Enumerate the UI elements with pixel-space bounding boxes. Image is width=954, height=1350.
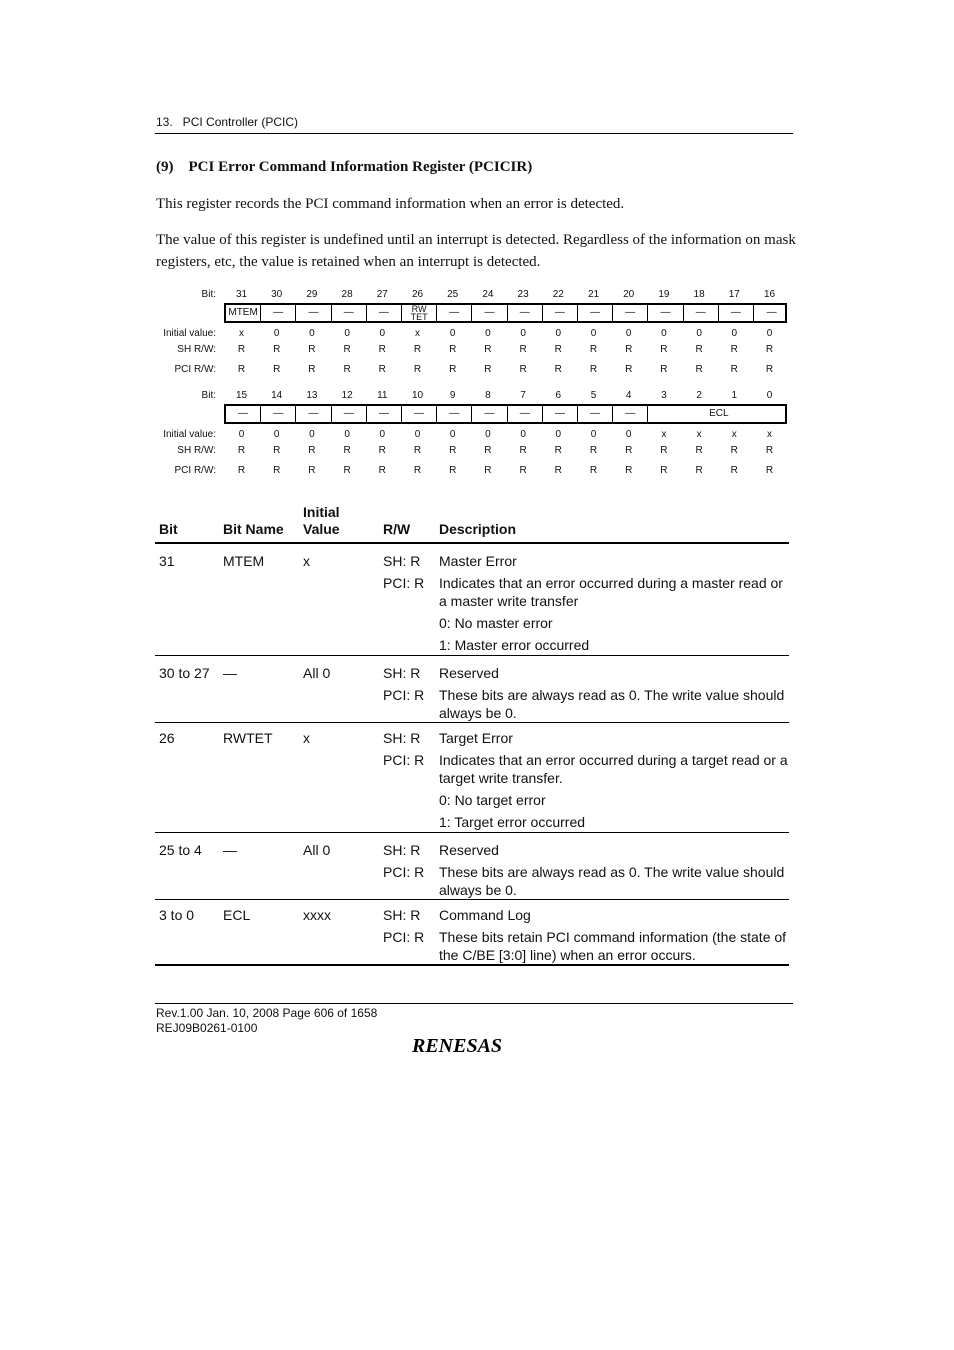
upper-sh-rw: R xyxy=(660,344,668,355)
upper-bit-number: 17 xyxy=(728,289,740,300)
table-cell-description: Reserved xyxy=(439,842,499,858)
register-lower-half xyxy=(155,388,795,483)
lower-pci-rw: R xyxy=(519,465,527,476)
upper-bit-number: 20 xyxy=(623,289,635,300)
lower-initial-value: x xyxy=(731,429,737,440)
table-cell-rw: PCI: R xyxy=(383,864,425,880)
lower-sh-rw: R xyxy=(484,445,492,456)
upper-initial-value: 0 xyxy=(555,328,562,339)
lower-pci-rw: R xyxy=(589,465,598,476)
lower-sh-rw: R xyxy=(378,445,386,456)
upper-initial-value-label: Initial value: xyxy=(163,328,216,339)
upper-field: — xyxy=(437,305,472,321)
lower-field: — xyxy=(332,406,367,422)
table-cell-bit: 3 to 0 xyxy=(159,907,195,923)
table-cell-description: Command Log xyxy=(439,907,531,923)
footer-revision: Rev.1.00 Jan. 10, 2008 Page 606 of 1658 xyxy=(156,1006,378,1020)
lower-initial-value: 0 xyxy=(449,429,456,440)
lower-bit-number: 6 xyxy=(555,390,562,401)
upper-field: — xyxy=(332,305,367,321)
lower-bit-number: 11 xyxy=(377,390,388,401)
running-header: 13. PCI Controller (PCIC) xyxy=(156,115,299,129)
col-header-bit-name: Bit Name xyxy=(223,521,284,537)
upper-bit-number: 19 xyxy=(658,289,670,300)
table-cell-bit: 30 to 27 xyxy=(159,665,210,681)
lower-initial-value: 0 xyxy=(520,429,526,440)
table-cell-bit: 31 xyxy=(159,553,175,569)
upper-field-row xyxy=(224,303,787,323)
lower-field: — xyxy=(226,406,261,422)
upper-sh-rw: R xyxy=(484,344,492,355)
table-cell-description: 1: Target error occurred xyxy=(439,814,586,830)
paragraph-2: The value of this register is undefined until an interrupt is detected. Regardless of the information on mask registers, etc, the value is retained when an interrupt is detected. xyxy=(156,232,796,270)
upper-initial-value: 0 xyxy=(520,328,526,339)
table-cell-rw: PCI: R xyxy=(383,752,425,768)
lower-bit-number: 10 xyxy=(411,390,424,401)
lower-bit-number: 7 xyxy=(520,390,526,401)
table-cell-rw: SH: R xyxy=(383,842,421,858)
upper-pci-rw: R xyxy=(484,364,492,375)
upper-field: — xyxy=(543,305,578,321)
lower-sh-rw: R xyxy=(554,445,562,456)
lower-pci-rw: R xyxy=(449,465,457,476)
table-cell-description: 0: No target error xyxy=(439,792,546,808)
lower-sh-rw: R xyxy=(308,445,316,456)
upper-field: — xyxy=(648,305,683,321)
upper-pci-rw: R xyxy=(765,364,774,375)
table-cell-initial: xxxx xyxy=(303,907,331,923)
renesas-logo-text: RENESAS xyxy=(412,1035,503,1056)
lower-initial-value: 0 xyxy=(555,429,562,440)
upper-initial-value: x xyxy=(239,328,244,339)
table-cell-bit-name: RWTET xyxy=(223,730,273,746)
upper-initial-value: 0 xyxy=(449,328,456,339)
lower-field: ECL xyxy=(709,408,729,419)
lower-pci-rw: R xyxy=(378,465,386,476)
lower-initial-value: 0 xyxy=(485,429,491,440)
lower-field: — xyxy=(261,406,296,422)
table-cell-description: Master Error xyxy=(439,553,517,569)
lower-sh-rw: R xyxy=(343,445,351,456)
upper-sh-rw: R xyxy=(554,344,562,355)
upper-initial-value: 0 xyxy=(344,328,350,339)
table-row-rule xyxy=(155,655,789,656)
bit-description-table xyxy=(155,500,789,965)
table-cell-bit: 26 xyxy=(159,730,175,746)
lower-field: — xyxy=(543,406,578,422)
lower-bit-number: 13 xyxy=(306,390,318,401)
table-cell-description: Indicates that an error occurred during a master read or a master write transfer xyxy=(439,575,783,609)
upper-pci-rw: R xyxy=(449,364,457,375)
upper-bit-number: 27 xyxy=(376,289,388,300)
table-cell-description: 0: No master error xyxy=(439,615,553,631)
upper-sh-rw: R xyxy=(589,344,598,355)
upper-initial-value: 0 xyxy=(625,328,632,339)
lower-sh-rw: R xyxy=(660,445,668,456)
upper-pci-rw: R xyxy=(625,364,633,375)
lower-sh-rw: R xyxy=(625,445,633,456)
lower-initial-value: x xyxy=(696,429,702,440)
lower-initial-value: 0 xyxy=(273,429,280,440)
upper-pci-rw: R xyxy=(695,364,703,375)
upper-initial-value: 0 xyxy=(379,328,386,339)
table-cell-initial: All 0 xyxy=(303,665,331,681)
lower-pci-rw: R xyxy=(273,465,281,476)
upper-bit-number: 22 xyxy=(552,289,564,300)
table-row-rule xyxy=(155,964,789,966)
upper-pci-rw: R xyxy=(519,364,527,375)
lower-pci-rw: R xyxy=(308,465,316,476)
upper-bit-number: 21 xyxy=(587,289,600,300)
upper-field-name: RW TET xyxy=(410,304,428,322)
lower-bit-number: 9 xyxy=(449,390,456,401)
lower-field: — xyxy=(367,406,402,422)
upper-initial-value: 0 xyxy=(485,328,491,339)
lower-pci-rw: R xyxy=(484,465,492,476)
upper-field: — xyxy=(613,305,648,321)
lower-sh-rw: R xyxy=(519,445,527,456)
lower-field: — xyxy=(613,406,648,422)
table-cell-bit-name: — xyxy=(223,665,237,681)
table-cell-rw: PCI: R xyxy=(383,687,425,703)
lower-bit-number: 12 xyxy=(341,390,353,401)
upper-sh-rw: R xyxy=(308,344,316,355)
lower-pci-rw: R xyxy=(730,465,738,476)
upper-initial-value: 0 xyxy=(273,328,280,339)
upper-pci-rw: R xyxy=(237,364,246,375)
section-number: (9) xyxy=(156,159,174,175)
table-cell-rw: PCI: R xyxy=(383,575,425,591)
upper-pci-rw: R xyxy=(273,364,281,375)
lower-field: — xyxy=(402,406,437,422)
col-header-bit: Bit xyxy=(159,521,178,537)
renesas-logo xyxy=(410,1034,534,1056)
upper-initial-value: x xyxy=(415,328,420,339)
upper-bit-number: 26 xyxy=(411,289,424,300)
lower-initial-value-label: Initial value: xyxy=(163,429,216,440)
lower-initial-value: 0 xyxy=(625,429,632,440)
upper-bit-number: 29 xyxy=(306,289,318,300)
table-cell-initial: x xyxy=(303,553,310,569)
lower-pci-rw: R xyxy=(237,465,246,476)
table-cell-bit-name: MTEM xyxy=(223,553,265,569)
table-cell-bit-name: ECL xyxy=(223,907,251,923)
lower-field: — xyxy=(437,406,472,422)
upper-field: — xyxy=(508,305,543,321)
lower-bit-number: 3 xyxy=(661,390,667,401)
table-cell-initial: All 0 xyxy=(303,842,331,858)
upper-field xyxy=(402,305,437,321)
lower-field: — xyxy=(296,406,331,422)
section-title-text: PCI Error Command Information Register (PCICIR) xyxy=(188,159,533,175)
upper-pci-rw: R xyxy=(554,364,562,375)
lower-field: — xyxy=(508,406,543,422)
lower-field-row xyxy=(224,404,787,424)
lower-initial-value: 0 xyxy=(414,429,421,440)
lower-initial-value: 0 xyxy=(344,429,350,440)
upper-initial-value: 0 xyxy=(696,328,702,339)
col-header-rw: R/W xyxy=(383,521,411,537)
upper-pci-rw: R xyxy=(308,364,316,375)
lower-bit-number: 0 xyxy=(766,390,773,401)
table-row-rule xyxy=(155,722,789,723)
lower-pci-rw: R xyxy=(625,465,633,476)
header-rule xyxy=(155,133,793,134)
upper-bit-number: 23 xyxy=(517,289,529,300)
upper-sh-rw: R xyxy=(695,344,703,355)
table-cell-description: These bits retain PCI command information (the state of the C/BE [3:0] line) when an error occurs. xyxy=(439,929,787,963)
table-cell-description: Reserved xyxy=(439,665,499,681)
lower-bit-number: 15 xyxy=(235,390,248,401)
lower-pci-rw-label: PCI R/W: xyxy=(174,465,216,476)
table-cell-initial: x xyxy=(303,730,310,746)
upper-sh-rw: R xyxy=(378,344,386,355)
upper-bit-number: 31 xyxy=(235,289,248,300)
lower-initial-value: x xyxy=(661,429,667,440)
lower-sh-rw: R xyxy=(765,445,774,456)
paragraph-1: This register records the PCI command information when an error is detected. xyxy=(156,196,625,212)
upper-bit-number: 25 xyxy=(447,289,459,300)
upper-sh-rw: R xyxy=(519,344,527,355)
upper-sh-rw: R xyxy=(343,344,351,355)
lower-initial-value: 0 xyxy=(309,429,315,440)
upper-field: MTEM xyxy=(226,305,261,321)
upper-sh-rw: R xyxy=(273,344,281,355)
upper-bit-number-label: Bit: xyxy=(201,289,216,300)
upper-sh-rw: R xyxy=(625,344,633,355)
upper-bit-number: 16 xyxy=(763,289,776,300)
col-header-description: Description xyxy=(439,521,517,537)
upper-initial-value: 0 xyxy=(590,328,597,339)
table-cell-rw: SH: R xyxy=(383,907,421,923)
lower-sh-rw: R xyxy=(273,445,281,456)
upper-pci-rw: R xyxy=(730,364,738,375)
lower-initial-value: x xyxy=(767,429,772,440)
section-title xyxy=(156,159,532,176)
table-cell-rw: PCI: R xyxy=(383,929,425,945)
lower-sh-rw: R xyxy=(237,445,246,456)
footer-rule xyxy=(155,1003,793,1004)
upper-bit-number: 18 xyxy=(693,289,705,300)
upper-field: — xyxy=(578,305,613,321)
upper-bit-number: 30 xyxy=(271,289,283,300)
upper-pci-rw: R xyxy=(589,364,598,375)
upper-field: — xyxy=(719,305,754,321)
lower-initial-value: 0 xyxy=(590,429,597,440)
upper-field: — xyxy=(472,305,507,321)
lower-bit-number: 1 xyxy=(731,390,738,401)
upper-bit-number: 28 xyxy=(341,289,353,300)
table-cell-rw: SH: R xyxy=(383,665,421,681)
table-cell-description: Indicates that an error occurred during a target read or a target write transfer. xyxy=(439,752,788,786)
lower-pci-rw: R xyxy=(554,465,562,476)
upper-pci-rw: R xyxy=(343,364,351,375)
upper-sh-rw-label: SH R/W: xyxy=(177,344,216,355)
lower-initial-value: 0 xyxy=(379,429,386,440)
table-cell-bit: 25 to 4 xyxy=(159,842,202,858)
upper-field: — xyxy=(296,305,331,321)
upper-field: — xyxy=(684,305,719,321)
footer-docnum: REJ09B0261-0100 xyxy=(156,1021,258,1035)
upper-sh-rw: R xyxy=(413,344,422,355)
lower-sh-rw: R xyxy=(449,445,457,456)
upper-sh-rw: R xyxy=(237,344,246,355)
lower-sh-rw: R xyxy=(730,445,738,456)
lower-field: — xyxy=(578,406,613,422)
upper-sh-rw: R xyxy=(449,344,457,355)
upper-field: — xyxy=(367,305,402,321)
upper-sh-rw: R xyxy=(730,344,738,355)
table-row-rule xyxy=(155,899,789,900)
table-cell-bit-name: — xyxy=(223,842,237,858)
register-diagram xyxy=(155,287,795,487)
lower-pci-rw: R xyxy=(695,465,703,476)
upper-initial-value: 0 xyxy=(661,328,667,339)
register-upper-half xyxy=(155,287,795,382)
lower-sh-rw: R xyxy=(695,445,703,456)
lower-pci-rw: R xyxy=(765,465,774,476)
table-cell-description: 1: Master error occurred xyxy=(439,637,590,653)
table-cell-description: These bits are always read as 0. The write value should always be 0. xyxy=(439,864,785,898)
upper-bit-number: 24 xyxy=(482,289,494,300)
lower-bit-number-label: Bit: xyxy=(201,390,216,401)
upper-field: — xyxy=(766,307,777,318)
lower-bit-number: 8 xyxy=(485,390,491,401)
lower-bit-number: 2 xyxy=(696,390,702,401)
upper-sh-rw: R xyxy=(765,344,774,355)
upper-initial-value: 0 xyxy=(309,328,315,339)
lower-pci-rw: R xyxy=(343,465,351,476)
upper-initial-value: 0 xyxy=(731,328,738,339)
upper-pci-rw: R xyxy=(413,364,422,375)
table-header-rule xyxy=(155,542,789,544)
lower-sh-rw: R xyxy=(589,445,598,456)
lower-sh-rw: R xyxy=(413,445,422,456)
lower-initial-value: 0 xyxy=(238,429,245,440)
upper-pci-rw: R xyxy=(378,364,386,375)
table-cell-description: These bits are always read as 0. The write value should always be 0. xyxy=(439,687,785,721)
lower-sh-rw-label: SH R/W: xyxy=(177,445,216,456)
lower-bit-number: 5 xyxy=(590,390,597,401)
lower-bit-number: 14 xyxy=(271,390,283,401)
col-header-initial: Initial xyxy=(303,504,340,520)
lower-field: — xyxy=(472,406,507,422)
upper-pci-rw: R xyxy=(660,364,668,375)
upper-initial-value: 0 xyxy=(766,328,773,339)
table-cell-rw: SH: R xyxy=(383,553,421,569)
table-row-rule xyxy=(155,832,789,833)
lower-bit-number: 4 xyxy=(625,390,632,401)
table-cell-description: Target Error xyxy=(439,730,513,746)
col-header-value: Value xyxy=(303,521,340,537)
upper-field: — xyxy=(261,305,296,321)
table-cell-rw: SH: R xyxy=(383,730,421,746)
lower-pci-rw: R xyxy=(413,465,422,476)
lower-pci-rw: R xyxy=(660,465,668,476)
upper-pci-rw-label: PCI R/W: xyxy=(174,364,216,375)
